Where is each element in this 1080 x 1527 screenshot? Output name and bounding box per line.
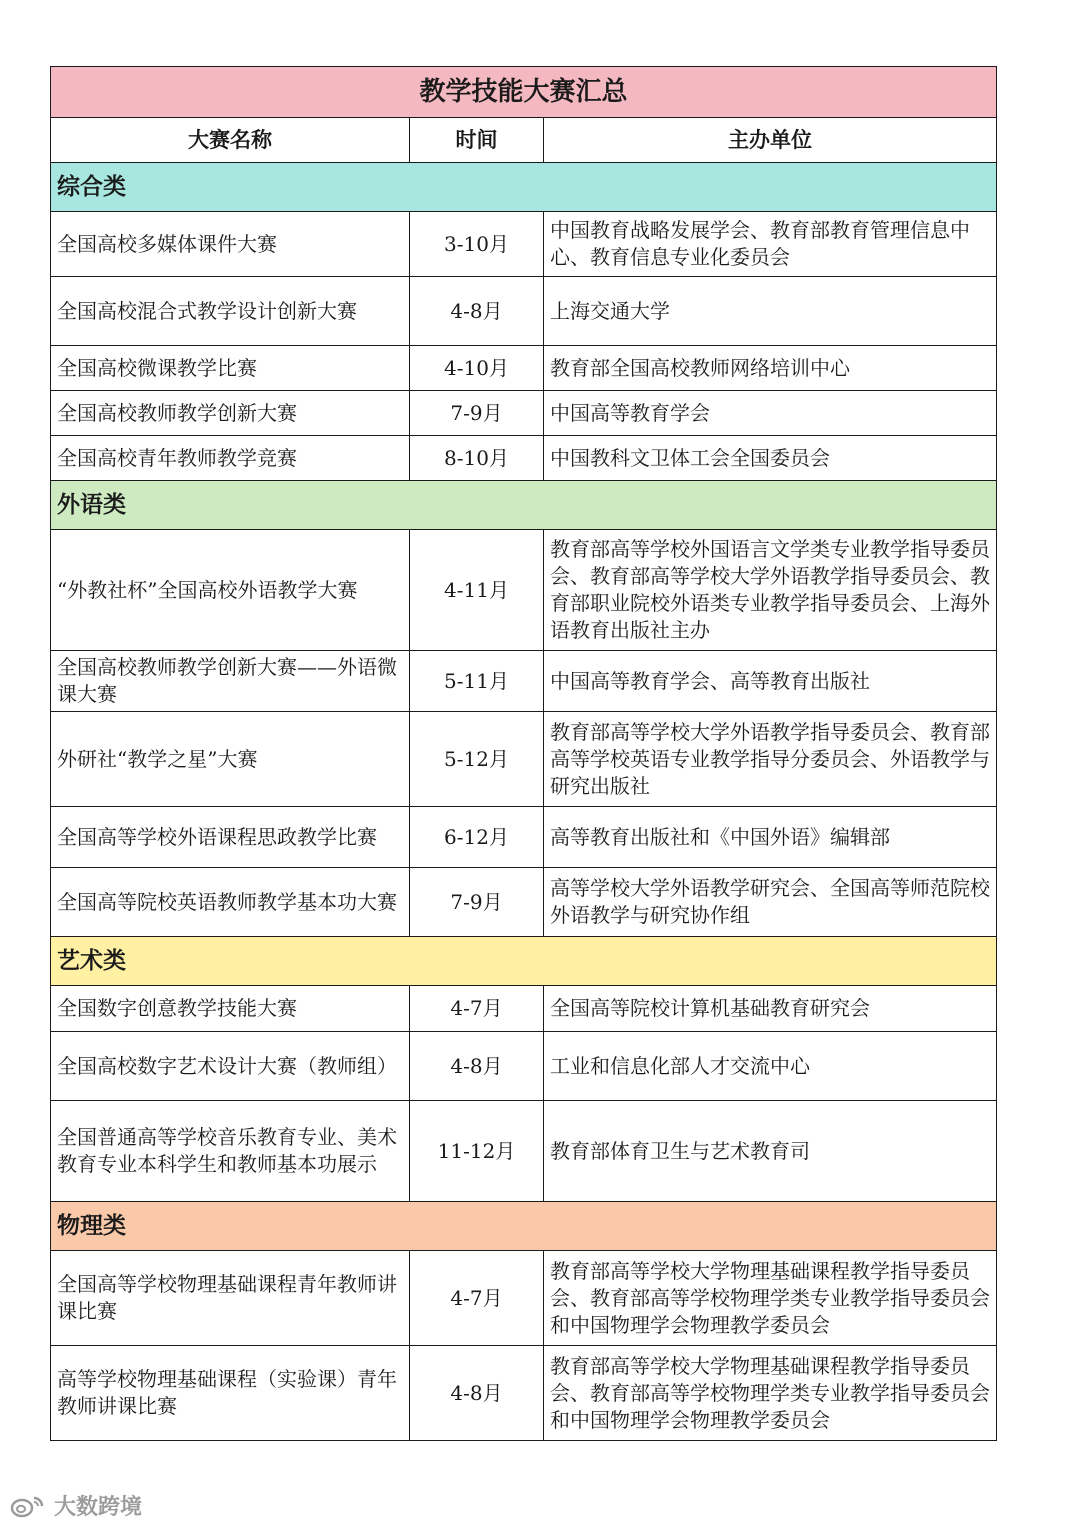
organizer-cell: 中国教育战略发展学会、教育部教育管理信息中心、教育信息专业化委员会 bbox=[544, 212, 997, 277]
time-cell: 4-11月 bbox=[410, 530, 544, 651]
competition-name-cell: 全国数字创意教学技能大赛 bbox=[51, 986, 410, 1032]
table-row bbox=[51, 212, 997, 277]
header-time: 时间 bbox=[410, 118, 544, 163]
category-row bbox=[51, 1202, 997, 1251]
time-cell: 7-9月 bbox=[410, 391, 544, 436]
table-row bbox=[51, 868, 997, 937]
competition-name-cell: 全国高等学校外语课程思政教学比赛 bbox=[51, 807, 410, 868]
title-row bbox=[51, 67, 997, 118]
header-competition-name: 大赛名称 bbox=[51, 118, 410, 163]
competition-name-cell: 全国高校青年教师教学竞赛 bbox=[51, 436, 410, 481]
organizer-cell: 教育部全国高校教师网络培训中心 bbox=[544, 346, 997, 391]
time-cell: 6-12月 bbox=[410, 807, 544, 868]
organizer-cell: 中国高等教育学会 bbox=[544, 391, 997, 436]
table-row bbox=[51, 391, 997, 436]
table-row bbox=[51, 1251, 997, 1346]
table-row bbox=[51, 1101, 997, 1202]
organizer-cell: 教育部高等学校外国语言文学类专业教学指导委员会、教育部高等学校大学外语教学指导委员会、教育部职业院校外语类专业教学指导委员会、上海外语教育出版社主办 bbox=[544, 530, 997, 651]
competition-name-cell: 全国高校微课教学比赛 bbox=[51, 346, 410, 391]
organizer-cell: 教育部高等学校大学物理基础课程教学指导委员会、教育部高等学校物理学类专业教学指导委员会和中国物理学会物理教学委员会 bbox=[544, 1346, 997, 1441]
competition-table bbox=[50, 66, 997, 1441]
time-cell: 4-8月 bbox=[410, 1032, 544, 1101]
category-label: 外语类 bbox=[51, 481, 997, 530]
table-row bbox=[51, 436, 997, 481]
watermark bbox=[10, 1490, 142, 1521]
table-row bbox=[51, 277, 997, 346]
category-row bbox=[51, 163, 997, 212]
table-row bbox=[51, 712, 997, 807]
table-row bbox=[51, 986, 997, 1032]
time-cell: 7-9月 bbox=[410, 868, 544, 937]
weibo-logo-icon bbox=[10, 1494, 48, 1518]
competition-name-cell: 全国高等学校物理基础课程青年教师讲课比赛 bbox=[51, 1251, 410, 1346]
time-cell: 4-8月 bbox=[410, 277, 544, 346]
competition-name-cell: 全国高校教师教学创新大赛 bbox=[51, 391, 410, 436]
organizer-cell: 工业和信息化部人才交流中心 bbox=[544, 1032, 997, 1101]
time-cell: 4-7月 bbox=[410, 1251, 544, 1346]
organizer-cell: 中国教科文卫体工会全国委员会 bbox=[544, 436, 997, 481]
competition-name-cell: 全国高校教师教学创新大赛——外语微课大赛 bbox=[51, 651, 410, 712]
table-row bbox=[51, 651, 997, 712]
category-row bbox=[51, 481, 997, 530]
competition-name-cell: 全国高校混合式教学设计创新大赛 bbox=[51, 277, 410, 346]
time-cell: 11-12月 bbox=[410, 1101, 544, 1202]
table-title: 教学技能大赛汇总 bbox=[51, 67, 997, 118]
organizer-cell: 全国高等院校计算机基础教育研究会 bbox=[544, 986, 997, 1032]
watermark-text: 大数跨境 bbox=[54, 1495, 143, 1520]
competition-name-cell: 全国高校多媒体课件大赛 bbox=[51, 212, 410, 277]
competition-name-cell: 外研社“教学之星”大赛 bbox=[51, 712, 410, 807]
time-cell: 8-10月 bbox=[410, 436, 544, 481]
competition-name-cell: 全国高等院校英语教师教学基本功大赛 bbox=[51, 868, 410, 937]
organizer-cell: 教育部高等学校大学物理基础课程教学指导委员会、教育部高等学校物理学类专业教学指导委员会和中国物理学会物理教学委员会 bbox=[544, 1251, 997, 1346]
competition-name-cell: “外教社杯”全国高校外语教学大赛 bbox=[51, 530, 410, 651]
competition-name-cell: 全国普通高等学校音乐教育专业、美术教育专业本科学生和教师基本功展示 bbox=[51, 1101, 410, 1202]
time-cell: 5-12月 bbox=[410, 712, 544, 807]
competition-name-cell: 高等学校物理基础课程（实验课）青年教师讲课比赛 bbox=[51, 1346, 410, 1441]
table-row bbox=[51, 1346, 997, 1441]
organizer-cell: 中国高等教育学会、高等教育出版社 bbox=[544, 651, 997, 712]
competition-name-cell: 全国高校数字艺术设计大赛（教师组） bbox=[51, 1032, 410, 1101]
header-organizer: 主办单位 bbox=[544, 118, 997, 163]
table-row bbox=[51, 807, 997, 868]
category-row bbox=[51, 937, 997, 986]
organizer-cell: 上海交通大学 bbox=[544, 277, 997, 346]
category-label: 艺术类 bbox=[51, 937, 997, 986]
organizer-cell: 教育部高等学校大学外语教学指导委员会、教育部高等学校英语专业教学指导分委员会、外语教学与研究出版社 bbox=[544, 712, 997, 807]
time-cell: 4-10月 bbox=[410, 346, 544, 391]
organizer-cell: 高等学校大学外语教学研究会、全国高等师范院校外语教学与研究协作组 bbox=[544, 868, 997, 937]
header-row bbox=[51, 118, 997, 163]
time-cell: 4-8月 bbox=[410, 1346, 544, 1441]
table-row bbox=[51, 530, 997, 651]
category-label: 物理类 bbox=[51, 1202, 997, 1251]
organizer-cell: 高等教育出版社和《中国外语》编辑部 bbox=[544, 807, 997, 868]
time-cell: 5-11月 bbox=[410, 651, 544, 712]
time-cell: 4-7月 bbox=[410, 986, 544, 1032]
category-label: 综合类 bbox=[51, 163, 997, 212]
competition-summary-sheet bbox=[50, 66, 996, 1441]
organizer-cell: 教育部体育卫生与艺术教育司 bbox=[544, 1101, 997, 1202]
table-row bbox=[51, 346, 997, 391]
table-row bbox=[51, 1032, 997, 1101]
time-cell: 3-10月 bbox=[410, 212, 544, 277]
